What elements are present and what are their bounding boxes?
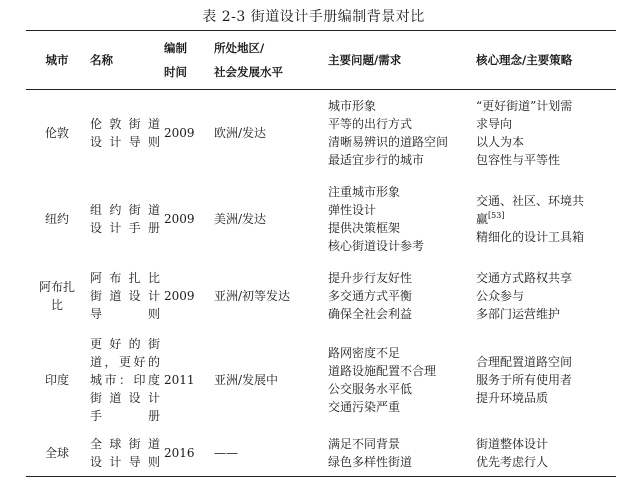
cell-city bbox=[26, 262, 88, 330]
issue-line: 交通污染严重 bbox=[328, 400, 401, 414]
cell-strategy bbox=[474, 176, 616, 262]
name-line: 全球街道 bbox=[90, 437, 160, 451]
cell-issues bbox=[326, 176, 474, 262]
issue-line: 多交通方式平衡 bbox=[328, 289, 413, 303]
cell-year: 2009 bbox=[164, 289, 195, 303]
issue-line: 城市形象 bbox=[328, 99, 377, 113]
cell-name bbox=[88, 330, 162, 430]
table-row bbox=[26, 90, 616, 177]
cell-strategy bbox=[474, 430, 616, 477]
cell-region: 亚洲/初等发达 bbox=[214, 289, 291, 303]
cell-city bbox=[26, 90, 88, 177]
issue-line: 弹性设计 bbox=[328, 203, 377, 217]
city-line: 伦敦 bbox=[44, 126, 69, 140]
city-line: 比 bbox=[50, 298, 63, 312]
issue-line: 道路设施配置不合理 bbox=[328, 364, 437, 378]
strategy-line: 公众参与 bbox=[476, 289, 525, 303]
issue-line: 路网密度不足 bbox=[328, 346, 401, 360]
cell-name bbox=[88, 430, 162, 477]
cell-name bbox=[88, 176, 162, 262]
cell-region: 美洲/发达 bbox=[214, 212, 267, 226]
strategy-line: 包容性与平等性 bbox=[476, 153, 561, 167]
citation-ref: [53] bbox=[488, 211, 505, 220]
name-line: 伦敦街道 bbox=[90, 117, 160, 131]
cell-year: 2009 bbox=[164, 126, 195, 140]
cell-region: 欧洲/发达 bbox=[214, 126, 267, 140]
strategy-line: 交通方式路权共享 bbox=[476, 271, 573, 285]
strategy-line: 提升环境品质 bbox=[476, 391, 549, 405]
header-year-line: 时间 bbox=[164, 65, 187, 79]
issue-line: 清晰易辨识的道路空间 bbox=[328, 135, 449, 149]
strategy-line: 求导向 bbox=[476, 117, 513, 131]
strategy-line: 服务于所有使用者 bbox=[476, 373, 573, 387]
issue-line: 绿色多样性街道 bbox=[328, 455, 413, 469]
cell-city bbox=[26, 430, 88, 477]
cell-issues bbox=[326, 262, 474, 330]
strategy-line: 交通、社区、环境共 bbox=[476, 194, 585, 208]
name-line: 街道设计 bbox=[90, 391, 160, 405]
header-name: 名称 bbox=[90, 53, 113, 67]
name-line: 组约街道 bbox=[90, 203, 160, 217]
cell-year: 2011 bbox=[164, 373, 195, 387]
header-strategy: 核心理念/主要策略 bbox=[476, 53, 573, 67]
strategy-line: 多部门运营维护 bbox=[476, 307, 561, 321]
issue-line: 核心街道设计参考 bbox=[328, 239, 425, 253]
issue-line: 提升步行友好性 bbox=[328, 271, 413, 285]
cell-strategy bbox=[474, 90, 616, 177]
strategy-word: 赢 bbox=[476, 212, 489, 226]
name-line: 设计导则 bbox=[90, 135, 160, 149]
strategy-line: 合理配置道路空间 bbox=[476, 355, 573, 369]
issue-line: 注重城市形象 bbox=[328, 185, 401, 199]
city-line: 全球 bbox=[44, 446, 69, 460]
header-city: 城市 bbox=[45, 53, 69, 67]
table-row bbox=[26, 176, 616, 262]
header-issues: 主要问题/需求 bbox=[328, 53, 402, 67]
header-region-line: 所处地区/ bbox=[214, 41, 265, 55]
header-region bbox=[212, 31, 326, 90]
issue-line: 公交服务水平低 bbox=[328, 382, 413, 396]
name-line: 手册 bbox=[90, 409, 160, 423]
cell-issues bbox=[326, 330, 474, 430]
cell-name bbox=[88, 262, 162, 330]
name-line: 城市：印度 bbox=[90, 373, 160, 387]
name-line: 更好的街 bbox=[90, 337, 160, 351]
strategy-line: 优先考虑行人 bbox=[476, 455, 549, 469]
cell-name bbox=[88, 90, 162, 177]
name-line: 导则 bbox=[90, 307, 160, 321]
issue-line: 平等的出行方式 bbox=[328, 117, 413, 131]
header-region-line: 社会发展水平 bbox=[214, 65, 283, 79]
comparison-table bbox=[26, 30, 616, 477]
name-line: 道，更好的 bbox=[90, 355, 160, 369]
issue-line: 满足不同背景 bbox=[328, 437, 401, 451]
cell-year: 2009 bbox=[164, 212, 195, 226]
table-caption: 表 2-3 街道设计手册编制背景对比 bbox=[202, 9, 425, 25]
city-line: 印度 bbox=[44, 373, 69, 387]
cell-issues bbox=[326, 430, 474, 477]
cell-region: —— bbox=[214, 446, 238, 460]
name-line: 街道设计 bbox=[90, 289, 160, 303]
cell-city bbox=[26, 176, 88, 262]
city-line: 纽约 bbox=[44, 212, 69, 226]
issue-line: 提供决策框架 bbox=[328, 221, 401, 235]
city-line: 阿布扎 bbox=[38, 280, 75, 294]
issue-line: 最适宜步行的城市 bbox=[328, 153, 425, 167]
header-row bbox=[26, 31, 616, 90]
name-line: 设计导则 bbox=[90, 455, 160, 469]
strategy-line: 精细化的设计工具箱 bbox=[476, 230, 585, 244]
strategy-line: 以人为本 bbox=[476, 135, 525, 149]
cell-year: 2016 bbox=[164, 446, 195, 460]
table-row bbox=[26, 430, 616, 477]
issue-line: 确保全社会利益 bbox=[328, 307, 413, 321]
strategy-line: “更好街道”计划需 bbox=[476, 99, 573, 113]
table-row bbox=[26, 262, 616, 330]
cell-strategy bbox=[474, 330, 616, 430]
name-line: 阿布扎比 bbox=[90, 271, 160, 285]
cell-issues bbox=[326, 90, 474, 177]
cell-strategy bbox=[474, 262, 616, 330]
name-line: 设计手册 bbox=[90, 221, 160, 235]
table-row bbox=[26, 330, 616, 430]
header-year bbox=[162, 31, 212, 90]
header-year-line: 编制 bbox=[164, 41, 187, 55]
cell-region: 亚洲/发展中 bbox=[214, 373, 279, 387]
strategy-line bbox=[476, 210, 614, 228]
cell-city bbox=[26, 330, 88, 430]
strategy-line: 街道整体设计 bbox=[476, 437, 549, 451]
